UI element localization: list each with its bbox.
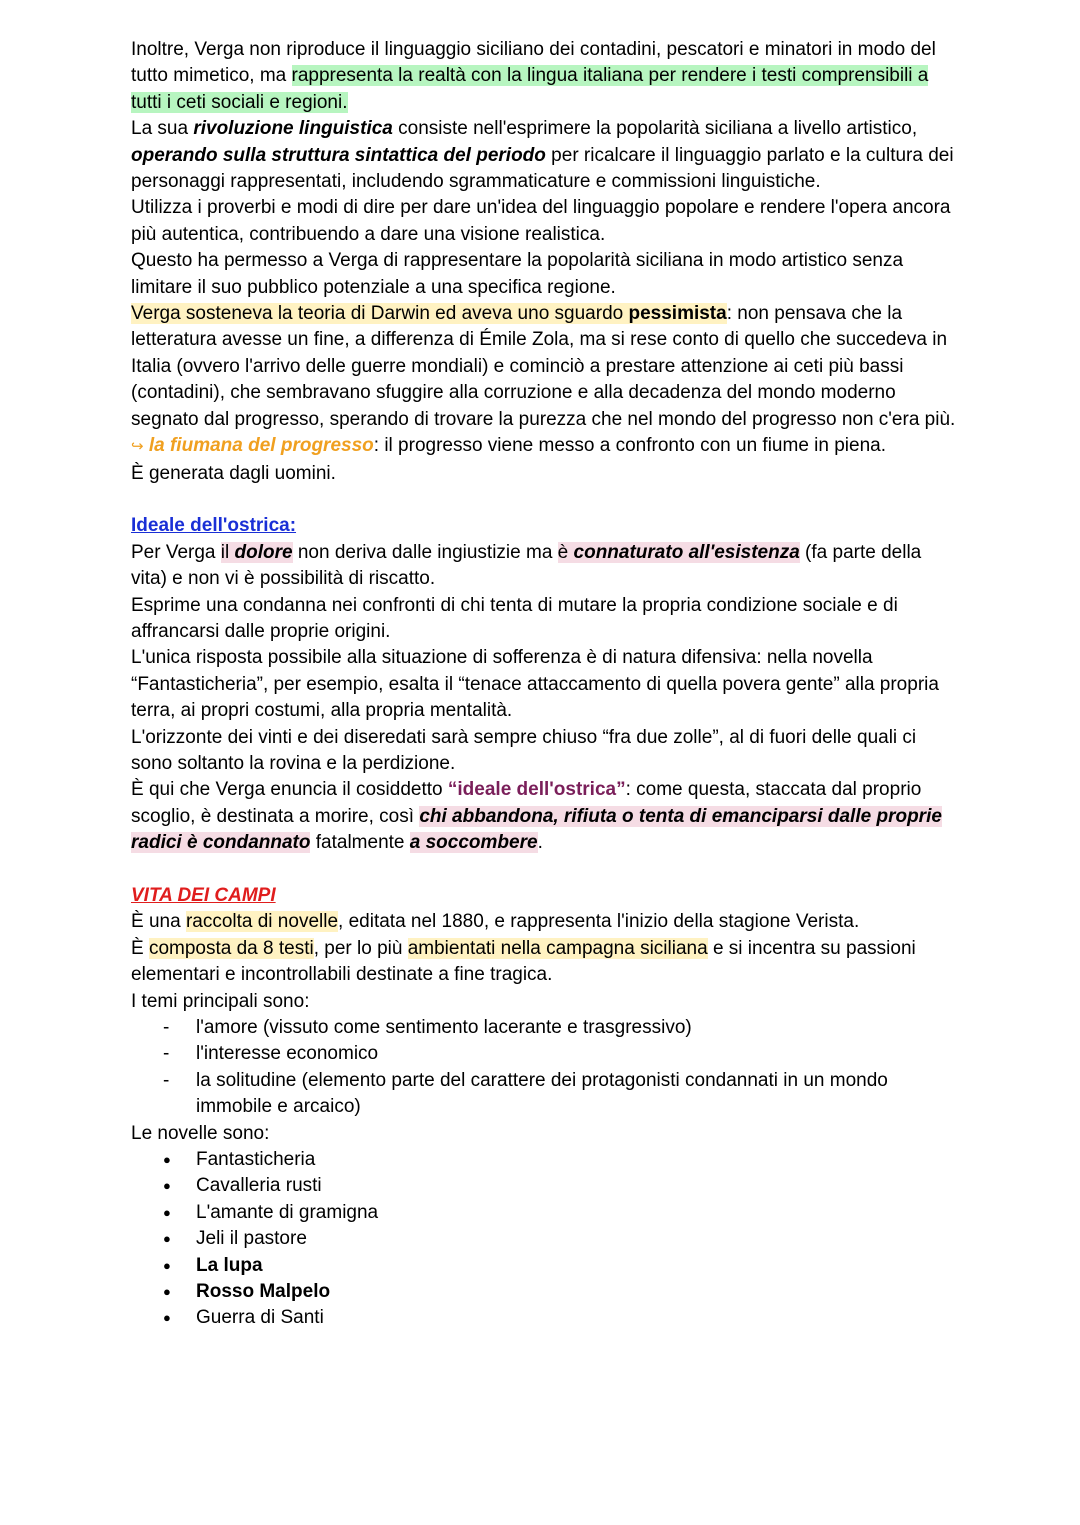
vita-paragraph-2 bbox=[131, 936, 960, 989]
text: La sua bbox=[131, 118, 194, 140]
novelle-list bbox=[131, 1147, 960, 1332]
emphasis-orange: la fiumana del progresso bbox=[148, 435, 374, 457]
text: e si incentra su passioni elementari e incontrollabili destinate a fine tragica. bbox=[131, 937, 916, 986]
themes-list bbox=[131, 1015, 960, 1121]
list-item: - l'interesse economico bbox=[131, 1041, 960, 1067]
ostrica-paragraph-1 bbox=[131, 540, 960, 593]
spacer bbox=[131, 857, 960, 883]
arrow-icon: ↪ bbox=[131, 438, 144, 456]
text: È qui che Verga enuncia il cosiddetto bbox=[131, 779, 448, 801]
text: È bbox=[131, 937, 149, 959]
heading-text: Ideale dell'ostrica: bbox=[131, 515, 297, 537]
emphasis: connaturato all'esistenza bbox=[573, 541, 800, 563]
novelle-intro: Le novelle sono: bbox=[131, 1122, 270, 1144]
highlight-yellow: composta da 8 testi bbox=[148, 937, 314, 959]
spacer bbox=[131, 487, 960, 513]
heading-text: VITA DEI CAMPI bbox=[131, 884, 276, 906]
ostrica-paragraph-4: L'orizzonte dei vinti e dei diseredati sarà sempre chiuso “fra due zolle”, al di fuori delle quali ci sono soltanto la rovina e la perdizione. bbox=[131, 726, 917, 774]
text: . bbox=[537, 832, 543, 854]
text: : come questa, staccata dal proprio scoglio, è destinata a morire, così bbox=[131, 779, 922, 827]
highlight-pink bbox=[221, 542, 293, 563]
emphasis: dolore bbox=[234, 541, 293, 563]
emphasis: operando sulla struttura sintattica del periodo bbox=[131, 144, 546, 166]
emphasis: pessimista bbox=[628, 303, 727, 325]
ostrica-paragraph-3: L'unica risposta possibile alla situazione di sofferenza è di natura difensiva: nella novella “Fantasticheria”, per esempio, esalta il “tenace attaccamento di quella povera gente” alla propria terra, ai propri costumi, alla propria mentalità. bbox=[131, 647, 939, 722]
text: è bbox=[557, 541, 574, 563]
intro-paragraph-6 bbox=[131, 433, 960, 460]
text: : il progresso viene messo a confronto con un fiume in piena. bbox=[373, 435, 886, 457]
list-item: ● L'amante di gramigna bbox=[131, 1200, 960, 1226]
themes-intro: I temi principali sono: bbox=[131, 990, 310, 1012]
intro-paragraph-5 bbox=[131, 301, 960, 433]
emphasis-purple: “ideale dell'ostrica” bbox=[447, 779, 626, 801]
ostrica-paragraph-5 bbox=[131, 777, 960, 856]
emphasis: chi abbandona, rifiuta o tenta di emanciparsi dalle proprie radici è condannato bbox=[131, 805, 942, 854]
list-item: ● Jeli il pastore bbox=[131, 1226, 960, 1252]
text: Inoltre, Verga non riproduce il linguaggio siciliano dei contadini, pescatori e minatori in modo del tutto mimetico, ma bbox=[131, 39, 936, 87]
text: , editata nel 1880, e rappresenta l'inizio della stagione Verista. bbox=[338, 911, 860, 933]
text: È una bbox=[131, 911, 186, 933]
highlight-green: rappresenta la realtà con la lingua italiana per rendere i testi comprensibili a tutti i ceti sociali e regioni. bbox=[131, 65, 929, 113]
list-item: ● Cavalleria rusti bbox=[131, 1173, 960, 1199]
emphasis: a soccombere bbox=[409, 832, 538, 854]
highlight-yellow bbox=[131, 303, 727, 324]
text: non deriva dalle ingiustizie ma bbox=[292, 541, 558, 563]
vita-paragraph-1 bbox=[131, 909, 960, 935]
text: : non pensava che la letteratura avesse un fine, a differenza di Émile Zola, ma si rese conto di quello che succedeva in Italia (ovvero l'arrivo delle guerre mondiali) e cominciò a prestare attenzione ai ceti più bassi (contadini), che sembravano sfuggire alla corruzione e alla decadenza del mondo moderno segnato dal progresso, sperando di trovare la purezza che nel mondo del progresso non c'era più. bbox=[131, 303, 956, 430]
list-item: - la solitudine (elemento parte del carattere dei protagonisti condannati in un mondo immobile e arcaico) bbox=[131, 1068, 960, 1121]
section-heading-vita-dei-campi bbox=[131, 883, 960, 909]
list-item: ● Rosso Malpelo bbox=[131, 1279, 960, 1305]
text: , per lo più bbox=[313, 937, 408, 959]
emphasis: rivoluzione linguistica bbox=[193, 118, 393, 140]
intro-paragraph-4: Questo ha permesso a Verga di rappresentare la popolarità siciliana in modo artistico senza limitare il suo pubblico potenziale a una specifica regione. bbox=[131, 250, 904, 298]
intro-paragraph-2 bbox=[131, 116, 960, 195]
highlight-yellow: raccolta di novelle bbox=[185, 911, 339, 933]
text: consiste nell'esprimere la popolarità siciliana a livello artistico, bbox=[392, 118, 918, 140]
intro-paragraph-7: È generata dagli uomini. bbox=[131, 462, 336, 484]
ostrica-paragraph-2: Esprime una condanna nei confronti di chi tenta di mutare la propria condizione sociale e di affrancarsi dalle proprie origini. bbox=[131, 594, 898, 642]
text: per ricalcare il linguaggio parlato e la cultura dei personaggi rappresentati, includendo sgrammaticature e commissioni linguistiche. bbox=[131, 144, 954, 193]
list-item: ● Guerra di Santi bbox=[131, 1305, 960, 1331]
list-item: - l'amore (vissuto come sentimento lacerante e trasgressivo) bbox=[131, 1015, 960, 1041]
highlight-pink bbox=[410, 832, 538, 853]
text: Per Verga bbox=[131, 541, 221, 563]
text: Verga sosteneva la teoria di Darwin ed aveva uno sguardo bbox=[131, 303, 629, 325]
text: il bbox=[220, 541, 235, 563]
list-item: ● Fantasticheria bbox=[131, 1147, 960, 1173]
intro-paragraph-1 bbox=[131, 37, 960, 116]
text: (fa parte della vita) e non vi è possibilità di riscatto. bbox=[131, 541, 922, 590]
highlight-yellow: ambientati nella campagna siciliana bbox=[407, 937, 708, 959]
section-heading-ostrica bbox=[131, 513, 960, 539]
highlight-pink bbox=[558, 542, 800, 563]
text: fatalmente bbox=[310, 832, 410, 854]
list-item: ● La lupa bbox=[131, 1253, 960, 1279]
intro-paragraph-3: Utilizza i proverbi e modi di dire per dare un'idea del linguaggio popolare e rendere l'opera ancora più autentica, contribuendo a dare una visione realistica. bbox=[131, 197, 951, 245]
